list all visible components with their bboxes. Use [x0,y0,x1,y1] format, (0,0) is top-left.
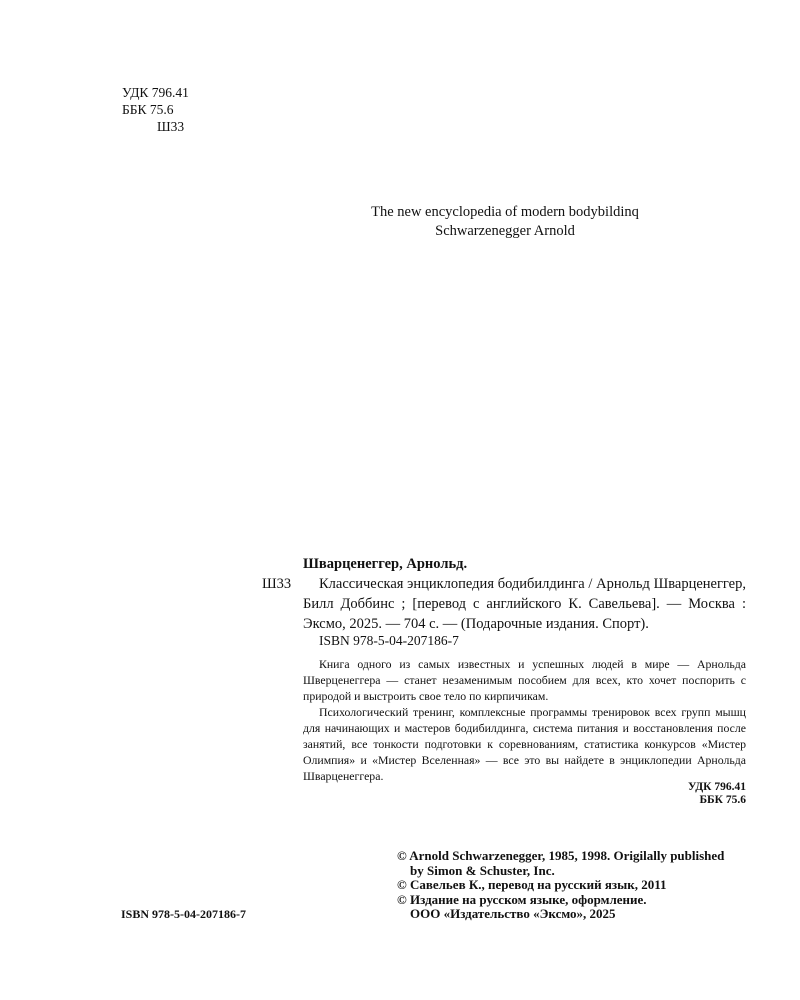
bibliographic-description [303,574,746,634]
copyright-line: by Simon & Schuster, Inc. [410,862,555,878]
record-isbn: ISBN 978-5-04-207186-7 [319,633,459,648]
description-text: Классическая энциклопедия бодибилдинга / Арнольд Шварценеггер, Билл Доббинс ; [перевод с английского К. Савельева]. — Москва : Эксмо, 2025. — 704 с. — (Подарочные издания. Спорт). [303,576,746,632]
original-title [300,203,710,241]
annotation [303,656,746,784]
record-author-sign: Ш33 [262,576,292,592]
classification-codes-top [122,84,189,135]
udk-code: УДК 796.41 [687,781,746,793]
author-sign: Ш33 [157,119,185,134]
original-author-line: Schwarzenegger Arnold [435,223,575,239]
copyright-line: © Arnold Schwarzenegger, 1985, 1998. Origilally published [397,848,725,863]
classification-codes-bottom [600,781,746,807]
bbk-code: ББК 75.6 [699,794,746,806]
copyright-block [397,849,757,922]
isbn-bottom: ISBN 978-5-04-207186-7 [121,907,246,921]
annotation-paragraph: Книга одного из самых известных и успешных людей в мире — Арнольда Шверценеггера — станет незаменимым пособием для всех, кто хочет поспорить с природой и выстроить свое тело по кирпичикам. [303,657,746,703]
original-title-line: The new encyclopedia of modern bodybildinq [371,204,639,220]
annotation-paragraph: Психологический тренинг, комплексные программы тренировок всех групп мышц для начинающих и мастеров бодибилдинга, система питания и восстановления после занятий, все тонкости подготовки к соревнованиям, статистика конкурсов «Мистер Олимпия» и «Мистер Вселенная» — все это вы найдете в энциклопедии Арнольда Шварценеггера. [303,705,746,783]
udk-code: УДК 796.41 [122,85,189,100]
copyright-line: © Издание на русском языке, оформление. [397,891,647,907]
bbk-code: ББК 75.6 [122,102,174,117]
copyright-line: ООО «Издательство «Эксмо», 2025 [410,906,616,921]
copyright-line: © Савельев К., перевод на русский язык, 2011 [397,877,667,892]
record-heading: Шварценеггер, Арнольд. [303,556,468,572]
